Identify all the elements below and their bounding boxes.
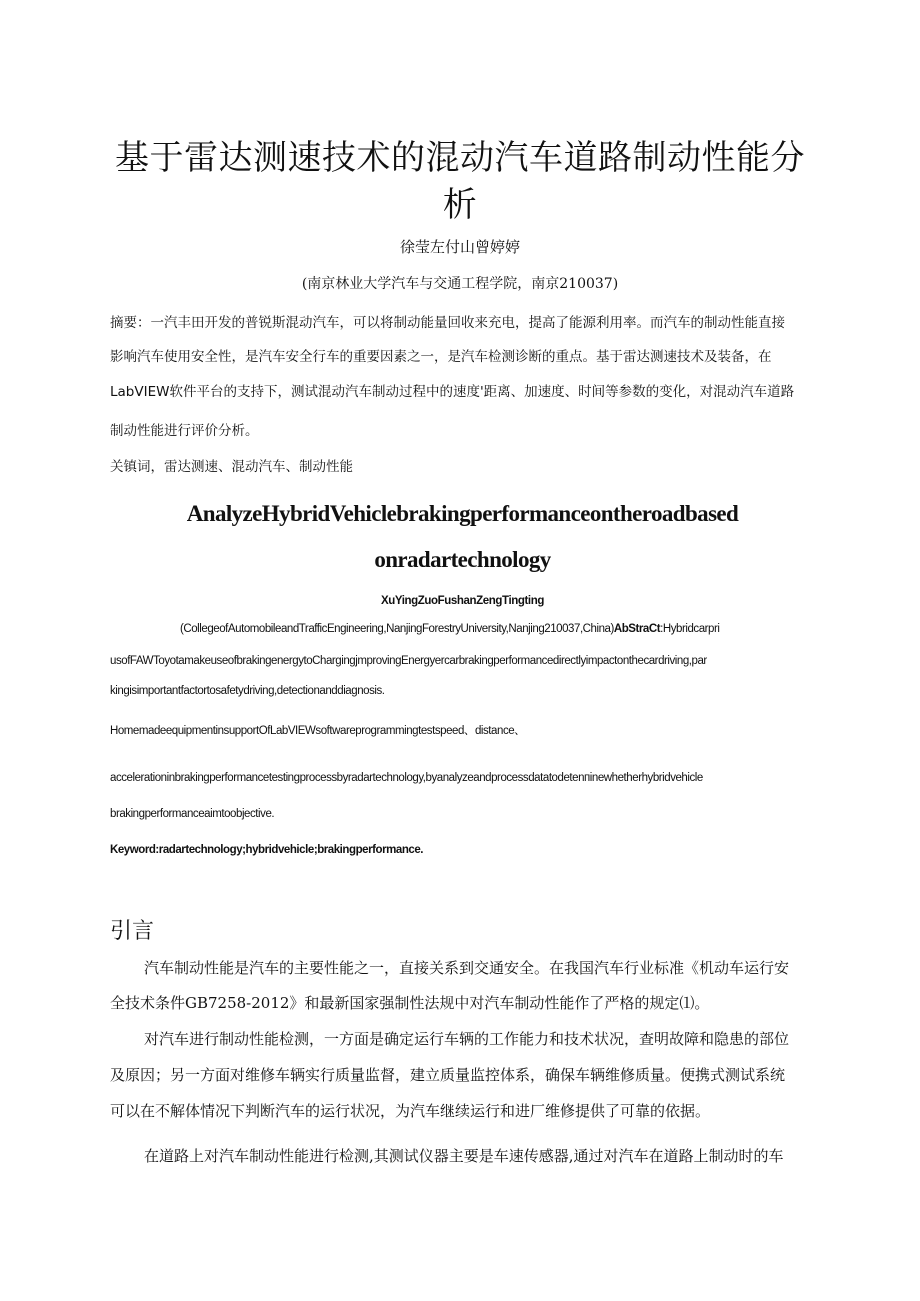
title-en-line1: AnalyzeHybridVehiclebrakingperformanceontheroadbased xyxy=(186,501,739,526)
abstract-cn-line: 摘要：一汽丰田开发的普锐斯混动汽车，可以将制动能量回收来充电，提高了能源利用率。而汽车的制动性能直接 xyxy=(110,315,785,331)
abstract-en-line: kingisimportantfactortosafetydriving,detectionanddiagnosis. xyxy=(110,685,385,697)
abstract-en-line: accelerationinbrakingperformancetestingprocessbyradartechnology,byanalyzeandprocessdatatodetenпinewhetherhybridvehicle xyxy=(110,772,703,784)
body-line: 在道路上对汽车制动性能进行检测,其测试仪器主要是车速传感器,通过对汽车在道路上制动时的车 xyxy=(144,1147,784,1165)
keywords-en: Keyword:radartechnology;hybridvehicle;brakingperformance. xyxy=(110,844,424,856)
abstract-en-line: HomemadeequipmentinsupportOfLabVIEWsoftwareprogrammingtestspeed、distance、 xyxy=(110,725,526,737)
abstract-en-line: usofFAWToyotamakeuseofbrakingenergytoChargingjmprovingEnergyercarbrakingperformancedirectlyimpactonthecardriving,par xyxy=(110,655,707,667)
abstract-en-start: :Hybridcarpri xyxy=(660,623,720,635)
affiliation-cn: (南京林业大学汽车与交通工程学院，南京210037) xyxy=(301,276,619,292)
body-line: 全技术条件GB7258-2012》和最新国家强制性法规中对汽车制动性能作了严格的规定⑴。 xyxy=(110,994,710,1012)
body-line: 可以在不解体情况下判断汽车的运行状况，为汽车继续运行和进厂维修提供了可靠的依据。 xyxy=(110,1102,711,1120)
body-line: 对汽车进行制动性能检测，一方面是确定运行车辆的工作能力和技术状况，查明故障和隐患的部位 xyxy=(144,1030,790,1048)
abstract-label: AbStraCt xyxy=(613,623,661,635)
title-cn-line1: 基于雷达测速技术的混动汽车道路制动性能分 xyxy=(115,138,805,178)
authors-cn: 徐莹左付山曾婷婷 xyxy=(399,238,520,256)
abstract-en-line: brakingperformanceaimtoobjective. xyxy=(110,808,275,820)
section-title: 引言 xyxy=(110,919,155,944)
abstract-cn-line: 制动性能进行评价分析。 xyxy=(110,423,259,439)
abstract-cn-line: 影响汽车使用安全性，是汽车安全行车的重要因素之一，是汽车检测诊断的重点。基于雷达测速技术及装备，在 xyxy=(110,349,772,365)
affiliation-en: (CollegeofAutomobileandTrafficEngineering,NanjingForestryUniversity,Nanjing210037,China) xyxy=(180,623,614,635)
body-line: 及原因；另一方面对维修车辆实行质量监督，建立质量监控体系，确保车辆维修质量。便携式测试系统 xyxy=(110,1066,786,1084)
abstract-en-line xyxy=(180,621,820,637)
authors-en: XuYingZuoFushanZengTingting xyxy=(381,595,544,607)
abstract-cn-line: LabVIEW软件平台的支持下，测试混动汽车制动过程中的速度'距离、加速度、时间等参数的变化，对混动汽车道路 xyxy=(110,384,795,400)
keywords-cn: 关镇词，雷达测速、混动汽车、制动性能 xyxy=(110,459,353,475)
body-line: 汽车制动性能是汽车的主要性能之一，直接关系到交通安全。在我国汽车行业标准《机动车运行安 xyxy=(144,959,790,977)
title-en-line2: onradartechnology xyxy=(374,547,551,572)
title-cn-line2: 析 xyxy=(442,185,478,225)
